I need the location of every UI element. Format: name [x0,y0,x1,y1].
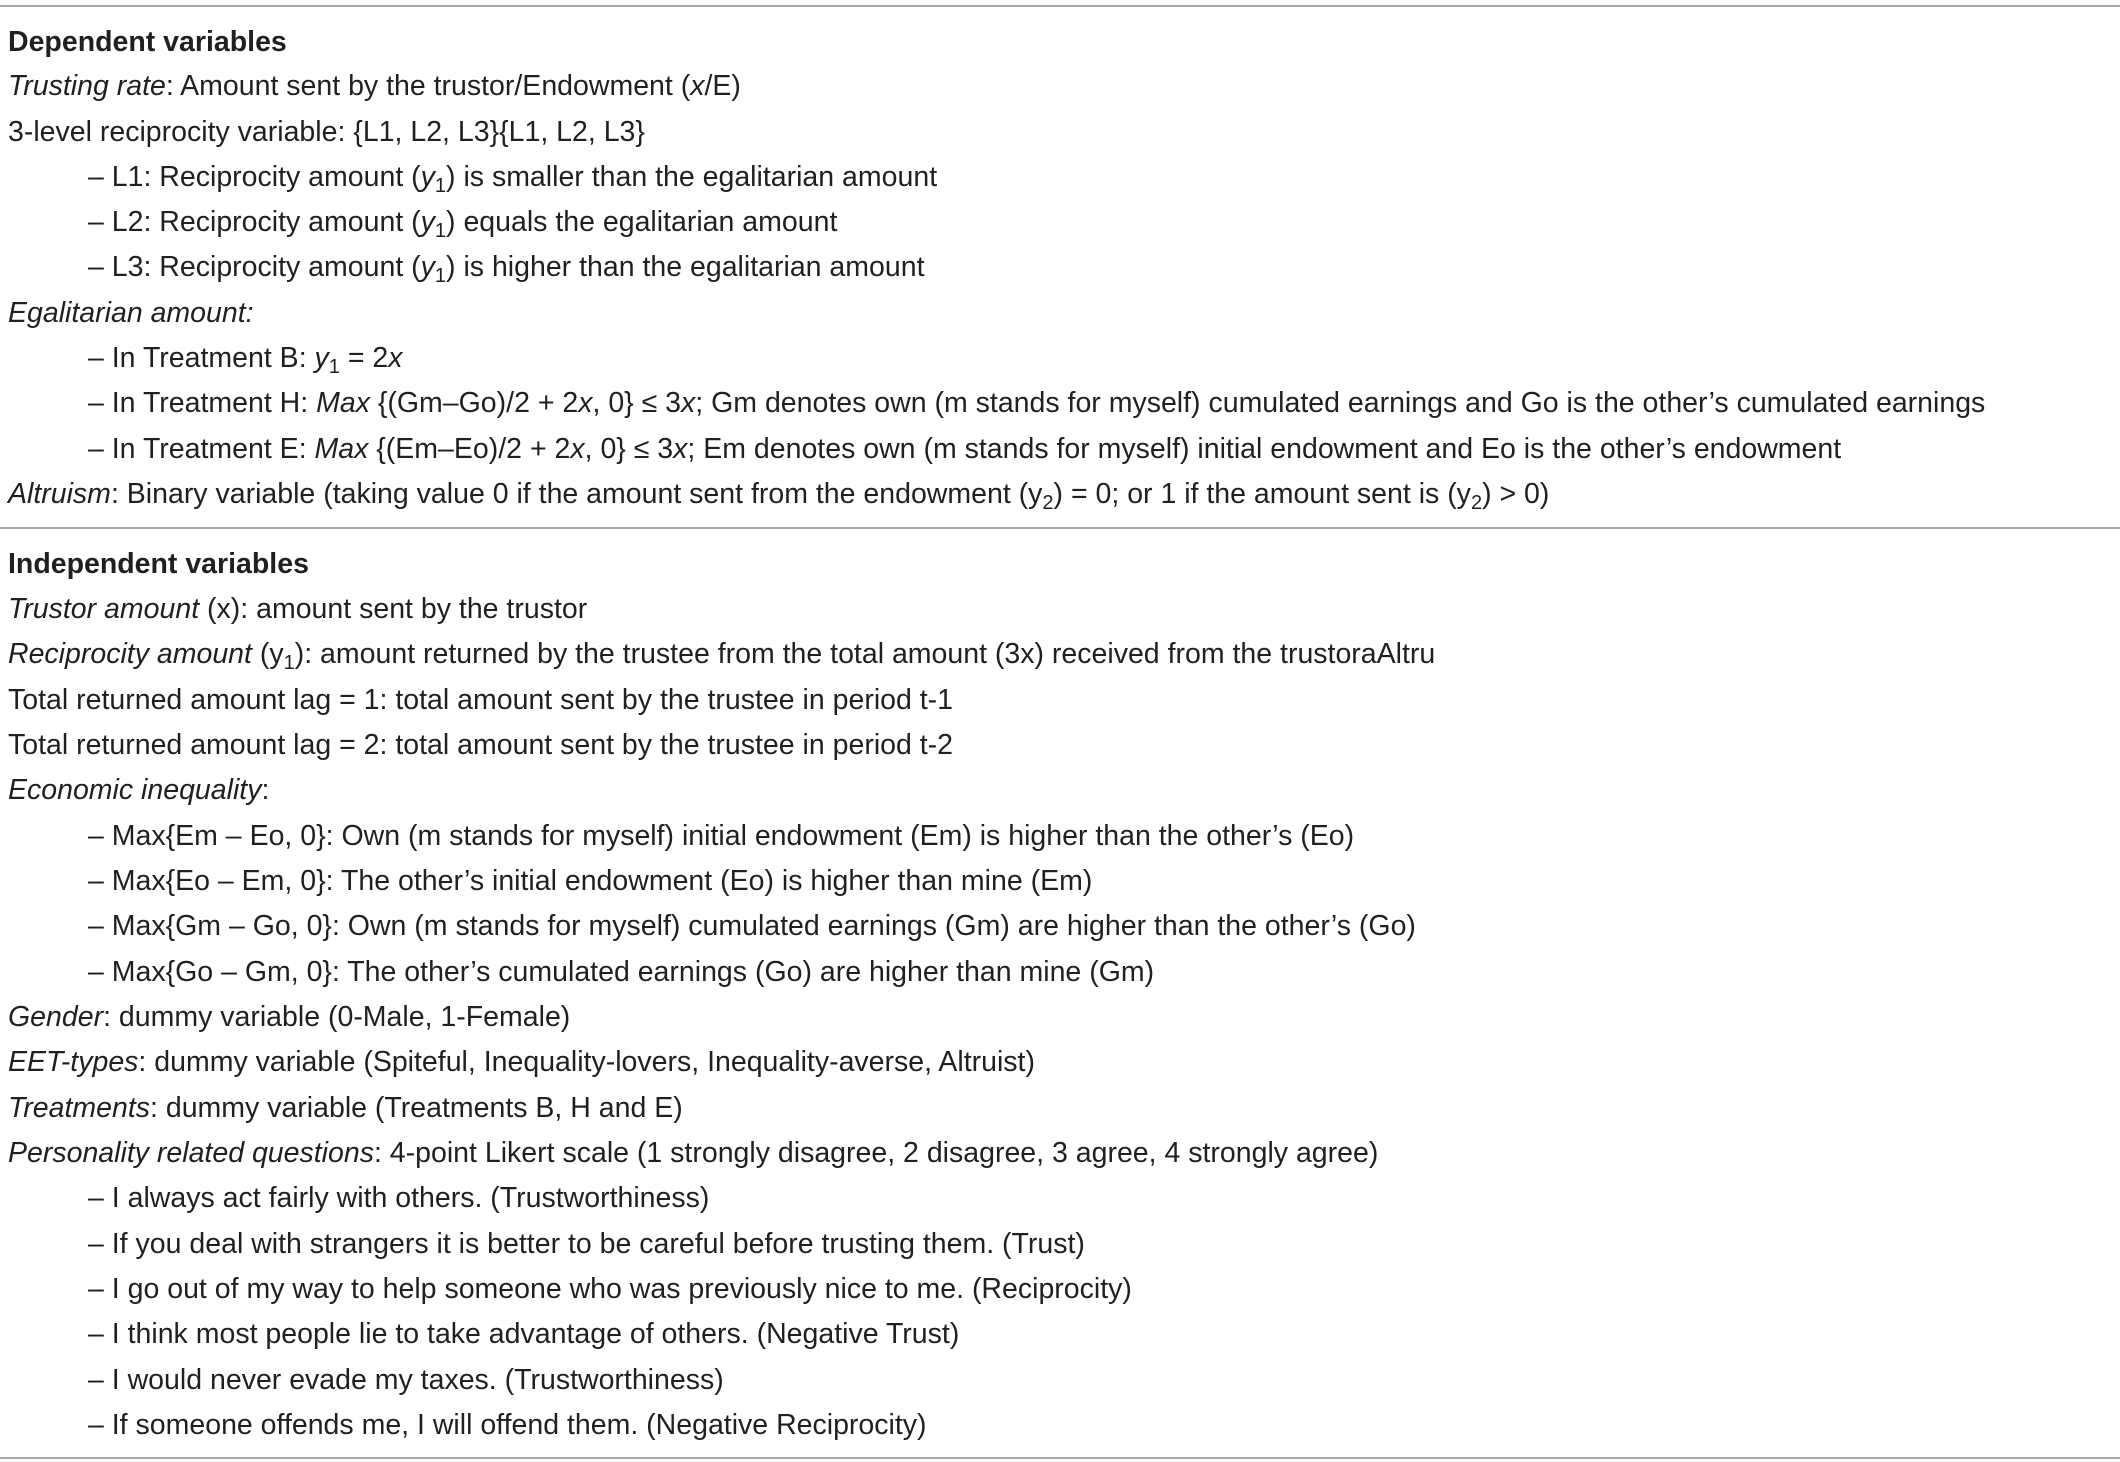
treatment-b-row: – In Treatment B: $y_1 = 2x$ [88,342,403,378]
econ-item: – Max{Go – Gm, 0}: The other’s cumulated earnings (Go) are higher than mine (Gm) [88,956,1155,988]
altruism-term: Altruism [8,478,111,510]
level-l1-row: – L1: Reciprocity amount $(y_1)$ is smaller than the egalitarian amount [88,161,938,197]
personality-item: – If you deal with strangers it is better to be careful before trusting them. (Trust) [88,1228,1085,1260]
reciprocity-variable-row: 3-level reciprocity variable: {L1, L2, L3}{L1, L2, L3} [8,116,645,148]
econ-item: – Max{Eo – Em, 0}: The other’s initial endowment (Eo) is higher than mine (Em) [88,865,1093,897]
table-top-rule [0,5,2120,7]
lag1-row: Total returned amount lag = 1: total amount sent by the trustee in period t-1 [8,684,954,716]
gender-row: Gender: dummy variable (0-Male, 1-Female) [8,1001,571,1033]
dependent-heading: Dependent variables [8,26,287,58]
personality-item: – I always act fairly with others. (Trustworthiness) [88,1182,710,1214]
personality-item: – I think most people lie to take advantage of others. (Negative Trust) [88,1318,960,1350]
personality-item: – If someone offends me, I will offend them. (Negative Reciprocity) [88,1409,927,1441]
econ-item: – Max{Em – Eo, 0}: Own (m stands for myself) initial endowment (Em) is higher than the other’s (Eo) [88,820,1355,852]
economic-inequality-row: Economic inequality: [8,774,270,806]
level-l3-row: – L3: Reciprocity amount $(y_1)$ is higher than the egalitarian amount [88,251,925,287]
trusting-rate-row: Trusting rate: Amount sent by the trustor/Endowment (x/E) [8,70,741,102]
trusting-rate-term: Trusting rate [8,70,166,102]
altruism-row: Altruism: Binary variable (taking value 0 if the amount sent from the endowment $(y_2) = 0$; or 1 if the amount sent is $(y_2) > 0$) [8,478,1550,514]
lag2-row: Total returned amount lag = 2: total amount sent by the trustee in period t-2 [8,729,954,761]
personality-item: – I go out of my way to help someone who was previously nice to me. (Reciprocity) [88,1273,1132,1305]
treatments-row: Treatments: dummy variable (Treatments B, H and E) [8,1092,683,1124]
table-bottom-rule [0,1457,2120,1459]
section-divider [0,527,2120,529]
eet-types-row: EET-types: dummy variable (Spiteful, Inequality-lovers, Inequality-averse, Altruist) [8,1046,1035,1078]
personality-item: – I would never evade my taxes. (Trustworthiness) [88,1364,724,1396]
reciprocity-amount-row: Reciprocity amount $(y_1)$: amount returned by the trustee from the total amount (3x) received from the trustoraAltru [8,638,1436,674]
treatment-e-row: – In Treatment E: Max {(Em–Eo)/2 + 2x, 0} ≤ 3x; Em denotes own (m stands for myself) initial endowment and Eo is the other’s endowment [88,433,1842,465]
level-l2-row: – L2: Reciprocity amount $(y_1)$ equals the egalitarian amount [88,206,838,242]
econ-item: – Max{Gm – Go, 0}: Own (m stands for myself) cumulated earnings (Gm) are higher than the other’s (Go) [88,910,1416,942]
treatment-h-row: – In Treatment H: Max {(Gm–Go)/2 + 2x, 0} ≤ 3x; Gm denotes own (m stands for myself) cumulated earnings and Go is the other’s cumulated earnings [88,387,1986,419]
personality-row: Personality related questions: 4-point Likert scale (1 strongly disagree, 2 disagree, 3 agree, 4 strongly agree) [8,1137,1379,1169]
egalitarian-label: Egalitarian amount: [8,297,254,329]
trustor-amount-row: Trustor amount (x): amount sent by the trustor [8,593,588,625]
independent-heading: Independent variables [8,548,309,580]
